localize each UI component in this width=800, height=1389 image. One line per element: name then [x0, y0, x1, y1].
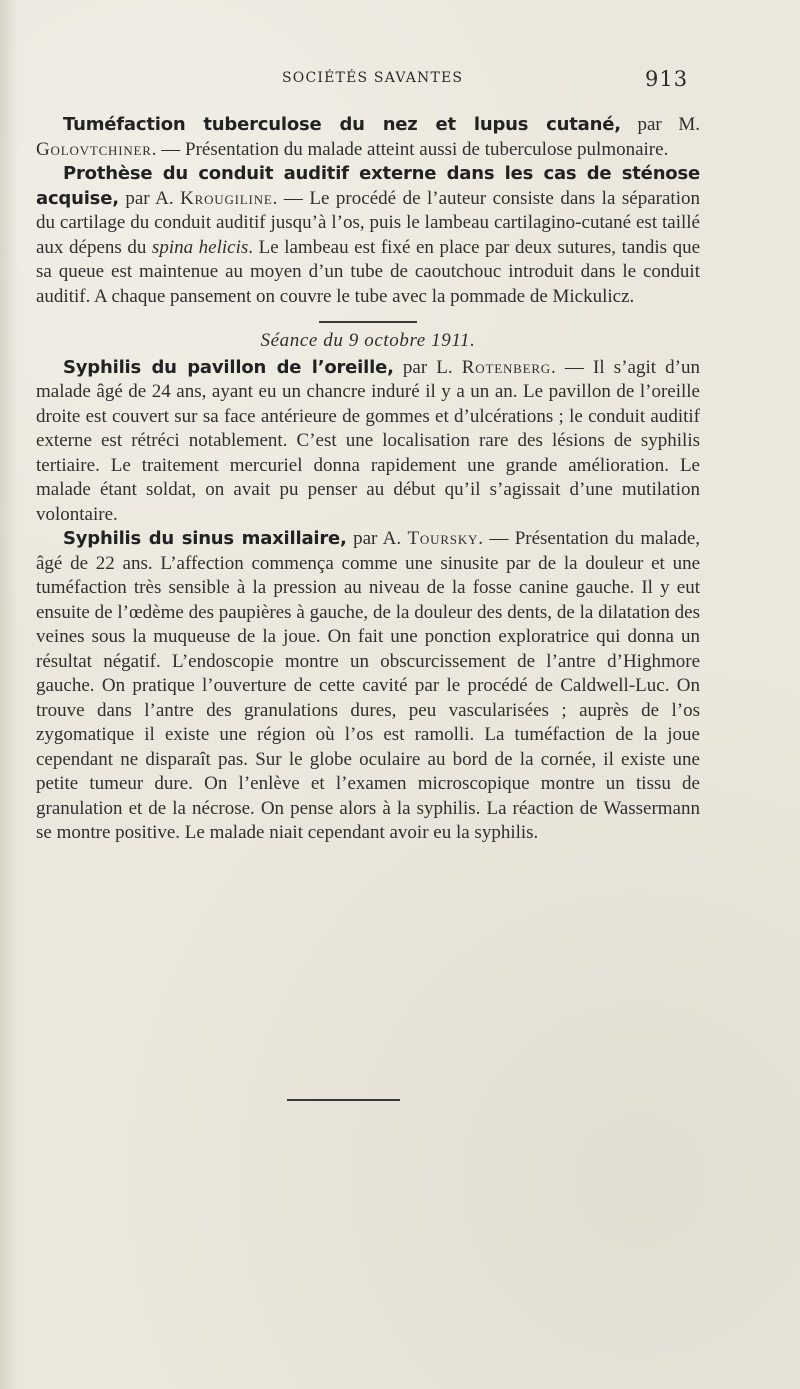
entry-author: Golovtchiner	[36, 138, 152, 160]
entry-prothese	[36, 162, 700, 309]
entry-author: Rotenberg	[461, 356, 551, 378]
entry-by: par L.	[393, 356, 462, 378]
entry-syphilis-sinus	[36, 527, 700, 846]
entry-title: Tuméfaction tuberculose du nez et lupus cutané,	[63, 114, 621, 135]
entry-body: . — Présentation du malade, âgé de 22 ans. L’affection commença comme une sinusite par de la douleur et une tuméfaction très sensible à la pression au niveau de la fosse canine gauche. Il y eut ensuite de l’œdème des paupières à gauche, de la douleur des dents, de la dilatation des veines sous la muqueuse de la joue. On fait une ponction exploratrice qui donna un résultat négatif. L’endoscopie montre un obscurcissement de l’antre d’Highmore gauche. On pratique l’ouverture de cette cavité par le procédé de Caldwell-Luc. On trouve dans l’antre des granulations dures, peu vascularisées ; auprès de l’os zygomatique il existe une région où l’os est ramolli. La tuméfaction de la joue cependant ne disparaît pas. Sur le globe oculaire au bord de la cornée, il existe une petite tumeur dure. On l’enlève et l’examen microscopique montre un tissu de granulation et de la nécrose. On pense alors à la syphilis. La réaction de Wassermann se montre positive. Le malade niait cependant avoir eu la syphilis.	[36, 528, 701, 843]
entry-body: . — Il s’agit d’un malade âgé de 24 ans, ayant eu un chancre induré il y a un an. Le pavillon de l’oreille droite est couvert sur sa face antérieure de gommes et d’ulcérations ; le conduit auditif externe est rétréci notablement. C’est une localisation rare des lésions de syphilis tertiaire. Le traitement mercuriel donna rapidement une grande amélioration. Le malade étant soldat, on avait pu penser au début qu’il s’agissait d’une mutilation volontaire.	[36, 356, 700, 525]
page-gutter-shadow	[0, 0, 18, 1389]
article-text	[36, 113, 700, 846]
entry-author: Krougiline	[180, 187, 273, 209]
entry-title: Prothèse du conduit auditif externe dans les cas de sténose acquise,	[36, 163, 700, 209]
section-rule	[319, 321, 417, 323]
entry-by: par M.	[620, 114, 700, 135]
entry-title: Syphilis du pavillon de l’oreille,	[63, 356, 394, 378]
entry-body-before-italic: . — Le procédé de l’auteur consiste dans la séparation du cartilage du conduit auditif jusqu’à l’os, puis le lambeau cartilagino-cutané est taillé aux dépens du	[36, 187, 700, 258]
entry-author: Toursky	[407, 528, 479, 549]
entry-tumefaction	[36, 113, 700, 162]
entry-body-after-italic: . Le lambeau est fixé en place par deux sutures, tandis que sa queue est maintenue au moyen d’un tube de caoutchouc introduit dans le conduit auditif. A chaque pansement on couvre le tube avec la pommade de Mickulicz.	[36, 236, 700, 307]
entry-syphilis-pavillon	[36, 356, 700, 528]
running-head	[0, 69, 800, 93]
entry-italic-term: spina helicis	[151, 236, 249, 258]
entry-by: par A.	[118, 187, 181, 209]
entry-title: Syphilis du sinus maxillaire,	[63, 528, 347, 549]
page-number: 913	[645, 67, 689, 91]
entry-body: . — Présentation du malade atteint aussi de tuberculose pulmonaire.	[151, 138, 669, 160]
session-heading: Séance du 9 octobre 1911.	[260, 330, 476, 351]
running-title: SOCIÉTÉS SAVANTES	[282, 70, 464, 86]
entry-by: par A.	[346, 528, 408, 549]
end-rule	[287, 1099, 400, 1101]
